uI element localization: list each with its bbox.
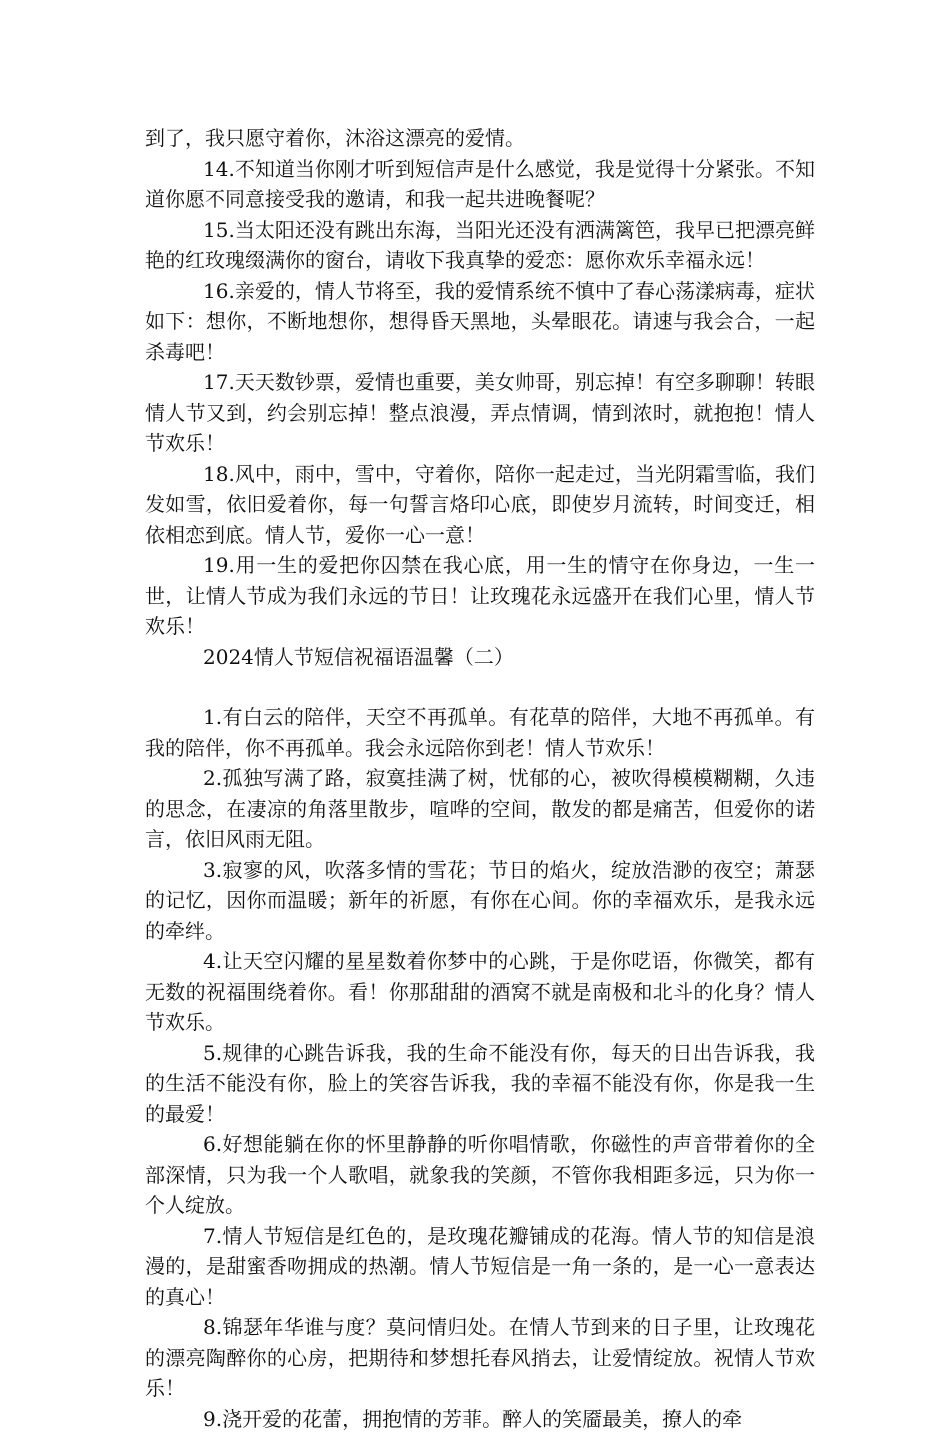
paragraph-9: 9.浇开爱的花蕾，拥抱情的芳菲。醉人的笑靥最美，撩人的牵 <box>145 1404 815 1434</box>
paragraph-3: 3.寂寥的风，吹落多情的雪花；节日的焰火，绽放浩渺的夜空；萧瑟的记忆，因你而温暖；新年的祈愿，有你在心间。你的幸福欢乐，是我永远的牵绊。 <box>145 855 815 947</box>
paragraph-18: 18.风中，雨中，雪中，守着你，陪你一起走过，当光阴霜雪临，我们发如雪，依旧爱着你，每一句誓言烙印心底，即使岁月流转，时间变迁，相依相恋到底。情人节，爱你一心一意！ <box>145 459 815 551</box>
paragraph-1: 1.有白云的陪伴，天空不再孤单。有花草的陪伴，大地不再孤单。有我的陪伴，你不再孤单。我会永远陪你到老！情人节欢乐！ <box>145 702 815 763</box>
paragraph-2: 2.孤独写满了路，寂寞挂满了树，忧郁的心，被吹得模模糊糊，久违的思念，在凄凉的角落里散步，喧哗的空间，散发的都是痛苦，但爱你的诺言，依旧风雨无阻。 <box>145 763 815 855</box>
paragraph-19: 19.用一生的爱把你囚禁在我心底，用一生的情守在你身边，一生一世，让情人节成为我们永远的节日！让玫瑰花永远盛开在我们心里，情人节欢乐！ <box>145 550 815 642</box>
paragraph-6: 6.好想能躺在你的怀里静静的听你唱情歌，你磁性的声音带着你的全部深情，只为我一个人歌唱，就象我的笑颜，不管你我相距多远，只为你一个人绽放。 <box>145 1129 815 1221</box>
paragraph-4: 4.让天空闪耀的星星数着你梦中的心跳，于是你呓语，你微笑，都有无数的祝福围绕着你。看！你那甜甜的酒窝不就是南极和北斗的化身？情人节欢乐。 <box>145 946 815 1038</box>
paragraph-16: 16.亲爱的，情人节将至，我的爱情系统不慎中了春心荡漾病毒，症状如下：想你，不断地想你，想得昏天黑地，头晕眼花。请速与我会合，一起杀毒吧！ <box>145 276 815 368</box>
paragraph-7: 7.情人节短信是红色的，是玫瑰花瓣铺成的花海。情人节的知信是浪漫的，是甜蜜香吻拥成的热潮。情人节短信是一角一条的，是一心一意表达的真心！ <box>145 1221 815 1313</box>
paragraph-5: 5.规律的心跳告诉我，我的生命不能没有你，每天的日出告诉我，我的生活不能没有你，脸上的笑容告诉我，我的幸福不能没有你，你是我一生的最爱！ <box>145 1038 815 1130</box>
paragraph-8: 8.锦瑟年华谁与度？莫问情归处。在情人节到来的日子里，让玫瑰花的漂亮陶醉你的心房，把期待和梦想托春风捎去，让爱情绽放。祝情人节欢乐！ <box>145 1312 815 1404</box>
paragraph-17: 17.天天数钞票，爱情也重要，美女帅哥，别忘掉！有空多聊聊！转眼情人节又到，约会别忘掉！整点浪漫，弄点情调，情到浓时，就抱抱！情人节欢乐！ <box>145 367 815 459</box>
paragraph-14: 14.不知道当你刚才听到短信声是什么感觉，我是觉得十分紧张。不知道你愿不同意接受我的邀请，和我一起共进晚餐呢？ <box>145 154 815 215</box>
section-gap <box>145 672 815 702</box>
document-page <box>145 123 815 1434</box>
section-heading: 2024情人节短信祝福语温馨（二） <box>145 642 815 673</box>
paragraph-15: 15.当太阳还没有跳出东海，当阳光还没有洒满篱笆，我早已把漂亮鲜艳的红玫瑰缀满你的窗台，请收下我真挚的爱恋：愿你欢乐幸福永远！ <box>145 215 815 276</box>
paragraph-continuation: 到了，我只愿守着你，沐浴这漂亮的爱情。 <box>145 123 815 154</box>
